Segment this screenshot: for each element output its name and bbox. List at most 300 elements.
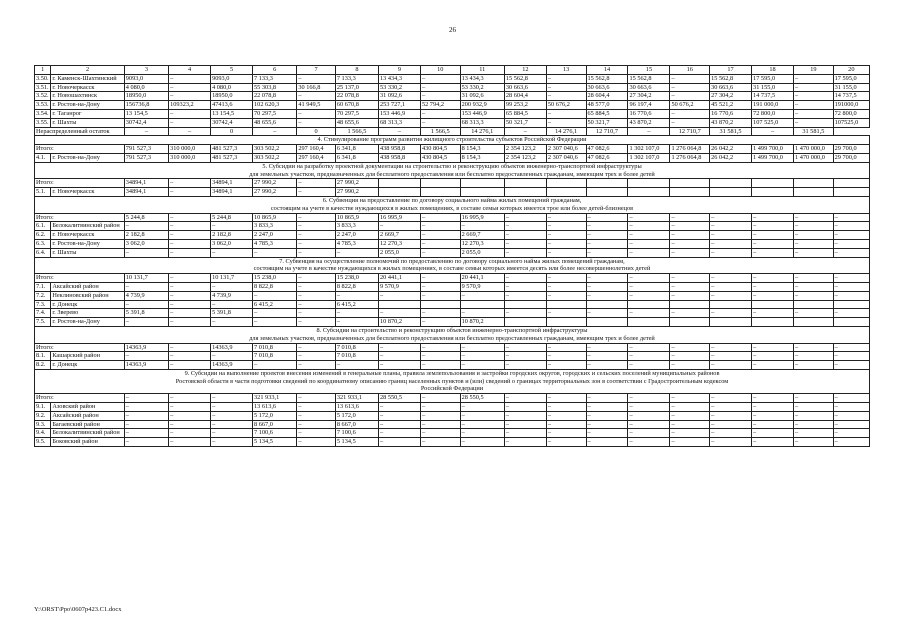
value-cell: – bbox=[628, 343, 670, 352]
value-cell: – bbox=[420, 109, 460, 118]
value-cell: – bbox=[794, 394, 834, 403]
value-cell: – bbox=[710, 282, 752, 291]
section-heading-row bbox=[35, 326, 870, 343]
value-cell: – bbox=[297, 274, 335, 283]
value-cell: – bbox=[169, 282, 211, 291]
value-cell: 310 000,0 bbox=[169, 153, 211, 162]
value-cell: – bbox=[794, 438, 834, 447]
value-cell: – bbox=[169, 118, 211, 127]
value-cell: – bbox=[378, 291, 420, 300]
value-cell: 10 865,9 bbox=[253, 213, 297, 222]
value-cell: 5 391,8 bbox=[124, 309, 168, 318]
value-cell: – bbox=[752, 352, 794, 361]
value-cell bbox=[833, 179, 869, 188]
row-number: 6.3. bbox=[35, 239, 51, 248]
value-cell: – bbox=[297, 343, 335, 352]
value-cell: 16 770,6 bbox=[710, 109, 752, 118]
value-cell bbox=[378, 300, 420, 309]
column-number: 19 bbox=[794, 66, 834, 75]
value-cell: 1 499 700,0 bbox=[752, 145, 794, 154]
value-cell: – bbox=[586, 231, 628, 240]
value-cell: 191000,0 bbox=[833, 101, 869, 110]
value-cell: – bbox=[169, 248, 211, 257]
value-cell: – bbox=[710, 213, 752, 222]
value-cell: – bbox=[297, 394, 335, 403]
value-cell bbox=[546, 179, 586, 188]
table-row bbox=[35, 309, 870, 318]
value-cell: 6 415,2 bbox=[335, 300, 378, 309]
value-cell: 438 958,8 bbox=[378, 145, 420, 154]
municipality-name: Боковский район bbox=[51, 438, 124, 447]
value-cell: 14 737,5 bbox=[833, 92, 869, 101]
value-cell: – bbox=[297, 411, 335, 420]
value-cell: – bbox=[124, 420, 168, 429]
value-cell: – bbox=[710, 420, 752, 429]
value-cell: – bbox=[169, 239, 211, 248]
value-cell: 253 727,1 bbox=[378, 101, 420, 110]
column-number: 1 bbox=[35, 66, 51, 75]
section-heading-row bbox=[35, 257, 870, 274]
value-cell: – bbox=[169, 309, 211, 318]
value-cell: – bbox=[378, 352, 420, 361]
value-cell: – bbox=[833, 282, 869, 291]
value-cell: – bbox=[833, 309, 869, 318]
value-cell: – bbox=[378, 361, 420, 370]
value-cell: – bbox=[169, 438, 211, 447]
value-cell: – bbox=[586, 239, 628, 248]
value-cell: 43 870,2 bbox=[628, 118, 670, 127]
value-cell: 14 276,1 bbox=[546, 127, 586, 136]
value-cell bbox=[833, 318, 869, 327]
value-cell bbox=[710, 188, 752, 197]
value-cell: – bbox=[420, 74, 460, 83]
value-cell: – bbox=[211, 352, 253, 361]
value-cell: – bbox=[670, 361, 710, 370]
value-cell: 15 562,8 bbox=[586, 74, 628, 83]
value-cell: 30 663,6 bbox=[710, 83, 752, 92]
value-cell: – bbox=[169, 274, 211, 283]
municipality-name: г. Ростов-на-Дону bbox=[51, 153, 124, 162]
value-cell: 34894,1 bbox=[124, 179, 168, 188]
value-cell: 48 655,6 bbox=[335, 118, 378, 127]
value-cell: – bbox=[752, 231, 794, 240]
value-cell: 29 700,0 bbox=[833, 153, 869, 162]
value-cell: 107525,0 bbox=[833, 118, 869, 127]
section-heading-line: 4. Стимулирование программ развития жилищного строительства субъектов Российской Федерации bbox=[317, 136, 587, 144]
value-cell: – bbox=[670, 239, 710, 248]
value-cell: – bbox=[169, 411, 211, 420]
value-cell: 791 527,3 bbox=[124, 145, 168, 154]
value-cell: – bbox=[670, 309, 710, 318]
column-number: 13 bbox=[546, 66, 586, 75]
table-row bbox=[35, 153, 870, 162]
value-cell bbox=[794, 300, 834, 309]
value-cell: 14 276,1 bbox=[460, 127, 504, 136]
value-cell: 22 078,8 bbox=[253, 92, 297, 101]
value-cell: – bbox=[752, 411, 794, 420]
total-row bbox=[35, 145, 870, 154]
value-cell: 60 670,8 bbox=[335, 101, 378, 110]
value-cell: – bbox=[211, 438, 253, 447]
value-cell: 48 577,0 bbox=[586, 101, 628, 110]
value-cell: – bbox=[628, 239, 670, 248]
value-cell: – bbox=[211, 411, 253, 420]
value-cell: – bbox=[504, 352, 546, 361]
value-cell: – bbox=[586, 222, 628, 231]
value-cell: – bbox=[670, 411, 710, 420]
column-number: 12 bbox=[504, 66, 546, 75]
value-cell: – bbox=[253, 361, 297, 370]
value-cell: – bbox=[460, 429, 504, 438]
value-cell: – bbox=[752, 274, 794, 283]
total-row bbox=[35, 179, 870, 188]
value-cell: 153 446,9 bbox=[378, 109, 420, 118]
value-cell: – bbox=[378, 343, 420, 352]
value-cell: – bbox=[297, 352, 335, 361]
value-cell: – bbox=[546, 74, 586, 83]
value-cell: 7 100,6 bbox=[335, 429, 378, 438]
value-cell: – bbox=[670, 248, 710, 257]
value-cell: – bbox=[752, 361, 794, 370]
value-cell: – bbox=[670, 282, 710, 291]
value-cell: – bbox=[710, 411, 752, 420]
value-cell: 34894,1 bbox=[124, 188, 168, 197]
value-cell: 15 562,8 bbox=[504, 74, 546, 83]
value-cell: – bbox=[794, 74, 834, 83]
value-cell: 7 133,3 bbox=[253, 74, 297, 83]
value-cell: – bbox=[794, 343, 834, 352]
value-cell: – bbox=[124, 318, 168, 327]
value-cell: 14363,9 bbox=[124, 343, 168, 352]
value-cell: – bbox=[628, 248, 670, 257]
value-cell: 4 785,3 bbox=[253, 239, 297, 248]
value-cell: 48 655,6 bbox=[253, 118, 297, 127]
value-cell: 5 391,8 bbox=[211, 309, 253, 318]
value-cell: – bbox=[378, 222, 420, 231]
value-cell: 14 737,5 bbox=[752, 92, 794, 101]
value-cell bbox=[460, 300, 504, 309]
value-cell: – bbox=[420, 213, 460, 222]
value-cell: 9 570,9 bbox=[378, 282, 420, 291]
value-cell: – bbox=[833, 213, 869, 222]
value-cell: – bbox=[297, 109, 335, 118]
value-cell: 4 739,9 bbox=[124, 291, 168, 300]
value-cell: – bbox=[752, 127, 794, 136]
value-cell: 47413,6 bbox=[211, 101, 253, 110]
value-cell: – bbox=[752, 213, 794, 222]
section-heading bbox=[35, 196, 870, 213]
value-cell: 27 304,2 bbox=[710, 92, 752, 101]
value-cell: – bbox=[546, 394, 586, 403]
value-cell: – bbox=[546, 352, 586, 361]
value-cell: – bbox=[752, 438, 794, 447]
value-cell: – bbox=[420, 411, 460, 420]
value-cell: 7 100,6 bbox=[253, 429, 297, 438]
value-cell: – bbox=[420, 394, 460, 403]
value-cell: 10 131,7 bbox=[124, 274, 168, 283]
value-cell: 31 092,6 bbox=[460, 92, 504, 101]
value-cell bbox=[628, 188, 670, 197]
section-heading-line: Ростовской области в части подготовки сведений по координатному описанию границ населенных пунктов и (или) сведений о границах территориальных зон в соответствии с Градостроительным кодексом bbox=[175, 377, 729, 385]
value-cell: – bbox=[833, 352, 869, 361]
value-cell: 41 949,5 bbox=[297, 101, 335, 110]
value-cell: 72 800,0 bbox=[833, 109, 869, 118]
value-cell: – bbox=[420, 282, 460, 291]
value-cell: – bbox=[670, 213, 710, 222]
value-cell: – bbox=[169, 74, 211, 83]
value-cell: 28 604,4 bbox=[504, 92, 546, 101]
value-cell: – bbox=[670, 231, 710, 240]
value-cell: – bbox=[833, 403, 869, 412]
value-cell: – bbox=[794, 109, 834, 118]
column-number: 8 bbox=[335, 66, 378, 75]
value-cell: 28 550,5 bbox=[460, 394, 504, 403]
value-cell: 8 822,8 bbox=[335, 282, 378, 291]
value-cell bbox=[504, 318, 546, 327]
value-cell: – bbox=[628, 309, 670, 318]
value-cell bbox=[504, 179, 546, 188]
value-cell bbox=[378, 179, 420, 188]
value-cell: – bbox=[297, 188, 335, 197]
value-cell: – bbox=[794, 213, 834, 222]
value-cell: – bbox=[833, 429, 869, 438]
value-cell: 1 302 107,0 bbox=[628, 153, 670, 162]
value-cell: – bbox=[794, 118, 834, 127]
value-cell: – bbox=[124, 300, 168, 309]
value-cell: – bbox=[752, 429, 794, 438]
file-path-footer: Y:\ORST\Ppo\0607p423.C1.docx bbox=[34, 606, 122, 613]
value-cell: 30 663,6 bbox=[586, 83, 628, 92]
table-row bbox=[35, 239, 870, 248]
value-cell: 13 613,6 bbox=[253, 403, 297, 412]
column-number: 16 bbox=[670, 66, 710, 75]
value-cell: – bbox=[297, 239, 335, 248]
value-cell: – bbox=[504, 429, 546, 438]
value-cell: – bbox=[710, 352, 752, 361]
value-cell: 12 710,7 bbox=[670, 127, 710, 136]
value-cell: – bbox=[670, 222, 710, 231]
value-cell: – bbox=[628, 291, 670, 300]
value-cell: – bbox=[460, 361, 504, 370]
value-cell: – bbox=[628, 394, 670, 403]
value-cell: 27 990,2 bbox=[335, 188, 378, 197]
table-row bbox=[35, 318, 870, 327]
value-cell: 10 865,9 bbox=[335, 213, 378, 222]
value-cell: – bbox=[253, 309, 297, 318]
value-cell bbox=[420, 300, 460, 309]
value-cell: – bbox=[833, 394, 869, 403]
section-heading-line: 6. Субвенция на предоставление по договору социального найма жилых помещений гражданам, bbox=[322, 196, 582, 204]
municipality-name: г. Ростов-на-Дону bbox=[51, 239, 124, 248]
value-cell: – bbox=[211, 420, 253, 429]
value-cell: – bbox=[297, 179, 335, 188]
section-heading-row bbox=[35, 136, 870, 145]
value-cell: 7 010,8 bbox=[253, 343, 297, 352]
value-cell: – bbox=[833, 231, 869, 240]
value-cell: 438 958,8 bbox=[378, 153, 420, 162]
value-cell bbox=[752, 188, 794, 197]
row-number: 6.2. bbox=[35, 231, 51, 240]
value-cell: 3 833,3 bbox=[335, 222, 378, 231]
table-row bbox=[35, 282, 870, 291]
table-row bbox=[35, 101, 870, 110]
value-cell: 15 238,0 bbox=[253, 274, 297, 283]
section-heading-line: Российской Федерации bbox=[420, 385, 484, 393]
value-cell: – bbox=[335, 361, 378, 370]
value-cell: – bbox=[420, 239, 460, 248]
value-cell: 16 770,6 bbox=[628, 109, 670, 118]
value-cell: – bbox=[670, 83, 710, 92]
value-cell: 12 710,7 bbox=[586, 127, 628, 136]
value-cell: – bbox=[169, 179, 211, 188]
value-cell: 14363,9 bbox=[211, 343, 253, 352]
value-cell: 15 562,8 bbox=[628, 74, 670, 83]
value-cell: 22 078,8 bbox=[335, 92, 378, 101]
value-cell: – bbox=[628, 222, 670, 231]
municipality-name: Аксайский район bbox=[51, 282, 124, 291]
value-cell: – bbox=[670, 438, 710, 447]
value-cell bbox=[586, 188, 628, 197]
value-cell bbox=[504, 188, 546, 197]
value-cell: – bbox=[710, 343, 752, 352]
table-row bbox=[35, 74, 870, 83]
value-cell: – bbox=[546, 274, 586, 283]
value-cell: – bbox=[752, 394, 794, 403]
value-cell: – bbox=[460, 343, 504, 352]
column-number: 6 bbox=[253, 66, 297, 75]
municipality-name: Белокалитвинский район bbox=[51, 222, 124, 231]
value-cell bbox=[752, 179, 794, 188]
value-cell: 2 354 123,2 bbox=[504, 145, 546, 154]
value-cell: – bbox=[504, 239, 546, 248]
section-heading-line: 7. Субвенция на осуществление полномочий по предоставлению по договору социального найма жилых помещений гражданам, bbox=[279, 257, 625, 265]
value-cell: 4 080,0 bbox=[124, 83, 168, 92]
value-cell: – bbox=[710, 239, 752, 248]
total-row bbox=[35, 274, 870, 283]
value-cell: 25 137,0 bbox=[335, 83, 378, 92]
municipality-name: г. Донецк bbox=[51, 361, 124, 370]
row-number: 9.1. bbox=[35, 403, 51, 412]
value-cell bbox=[628, 179, 670, 188]
value-cell: – bbox=[124, 429, 168, 438]
value-cell: – bbox=[420, 403, 460, 412]
value-cell: – bbox=[169, 394, 211, 403]
value-cell: – bbox=[546, 291, 586, 300]
row-number: 6.1. bbox=[35, 222, 51, 231]
value-cell: – bbox=[297, 429, 335, 438]
column-number: 7 bbox=[297, 66, 335, 75]
value-cell: 27 304,2 bbox=[628, 92, 670, 101]
value-cell bbox=[586, 318, 628, 327]
value-cell: 31 581,5 bbox=[794, 127, 834, 136]
municipality-name: г. Шахты bbox=[51, 118, 124, 127]
value-cell: 6 415,2 bbox=[253, 300, 297, 309]
value-cell: – bbox=[670, 343, 710, 352]
value-cell: 99 253,2 bbox=[504, 101, 546, 110]
row-number: 3.51. bbox=[35, 83, 51, 92]
value-cell bbox=[670, 188, 710, 197]
value-cell: – bbox=[297, 92, 335, 101]
value-cell: – bbox=[460, 420, 504, 429]
value-cell: 17 595,0 bbox=[752, 74, 794, 83]
value-cell: – bbox=[794, 83, 834, 92]
table-row bbox=[35, 420, 870, 429]
value-cell: – bbox=[420, 274, 460, 283]
value-cell: – bbox=[504, 127, 546, 136]
column-number: 4 bbox=[169, 66, 211, 75]
value-cell: – bbox=[124, 127, 168, 136]
value-cell: – bbox=[169, 222, 211, 231]
municipality-name: Неклиновский район bbox=[51, 291, 124, 300]
value-cell: – bbox=[420, 118, 460, 127]
value-cell: – bbox=[546, 83, 586, 92]
value-cell: 303 502,2 bbox=[253, 153, 297, 162]
value-cell: – bbox=[504, 231, 546, 240]
value-cell bbox=[710, 179, 752, 188]
value-cell: – bbox=[460, 438, 504, 447]
row-number: 3.55. bbox=[35, 118, 51, 127]
row-number: 7.4. bbox=[35, 309, 51, 318]
value-cell: 30 663,6 bbox=[628, 83, 670, 92]
value-cell: – bbox=[169, 403, 211, 412]
value-cell: 30742,4 bbox=[124, 118, 168, 127]
value-cell: – bbox=[124, 248, 168, 257]
municipality-name: г. Новочеркасск bbox=[51, 231, 124, 240]
municipality-name: г. Новочеркасск bbox=[51, 83, 124, 92]
municipality-name: Белокалитвинский район bbox=[51, 429, 124, 438]
value-cell: 2 669,7 bbox=[378, 231, 420, 240]
value-cell: 8 667,0 bbox=[335, 420, 378, 429]
value-cell bbox=[546, 318, 586, 327]
table-row bbox=[35, 127, 870, 136]
table-row bbox=[35, 403, 870, 412]
value-cell: 17 595,0 bbox=[833, 74, 869, 83]
column-number: 2 bbox=[51, 66, 124, 75]
column-number: 18 bbox=[752, 66, 794, 75]
value-cell: 430 804,5 bbox=[420, 145, 460, 154]
table-row bbox=[35, 188, 870, 197]
value-cell: – bbox=[169, 361, 211, 370]
value-cell: 15 562,8 bbox=[710, 74, 752, 83]
value-cell: – bbox=[124, 394, 168, 403]
municipality-name: г. Новочеркасск bbox=[51, 188, 124, 197]
value-cell: – bbox=[504, 343, 546, 352]
value-cell: 29 700,0 bbox=[833, 145, 869, 154]
row-number: 3.54. bbox=[35, 109, 51, 118]
value-cell: 45 521,2 bbox=[710, 101, 752, 110]
value-cell: 156736,8 bbox=[124, 101, 168, 110]
value-cell: – bbox=[833, 239, 869, 248]
value-cell: – bbox=[124, 222, 168, 231]
value-cell: 31 155,0 bbox=[833, 83, 869, 92]
value-cell bbox=[628, 318, 670, 327]
value-cell: – bbox=[169, 429, 211, 438]
value-cell: – bbox=[504, 438, 546, 447]
total-row bbox=[35, 343, 870, 352]
value-cell: – bbox=[546, 343, 586, 352]
value-cell: 7 010,8 bbox=[335, 352, 378, 361]
value-cell: – bbox=[169, 352, 211, 361]
value-cell: 31 155,0 bbox=[752, 83, 794, 92]
value-cell: 68 313,3 bbox=[378, 118, 420, 127]
value-cell: – bbox=[297, 213, 335, 222]
value-cell: – bbox=[124, 282, 168, 291]
value-cell: – bbox=[794, 361, 834, 370]
value-cell: – bbox=[169, 127, 211, 136]
value-cell: 2 307 040,6 bbox=[546, 145, 586, 154]
total-row bbox=[35, 394, 870, 403]
value-cell: – bbox=[628, 231, 670, 240]
